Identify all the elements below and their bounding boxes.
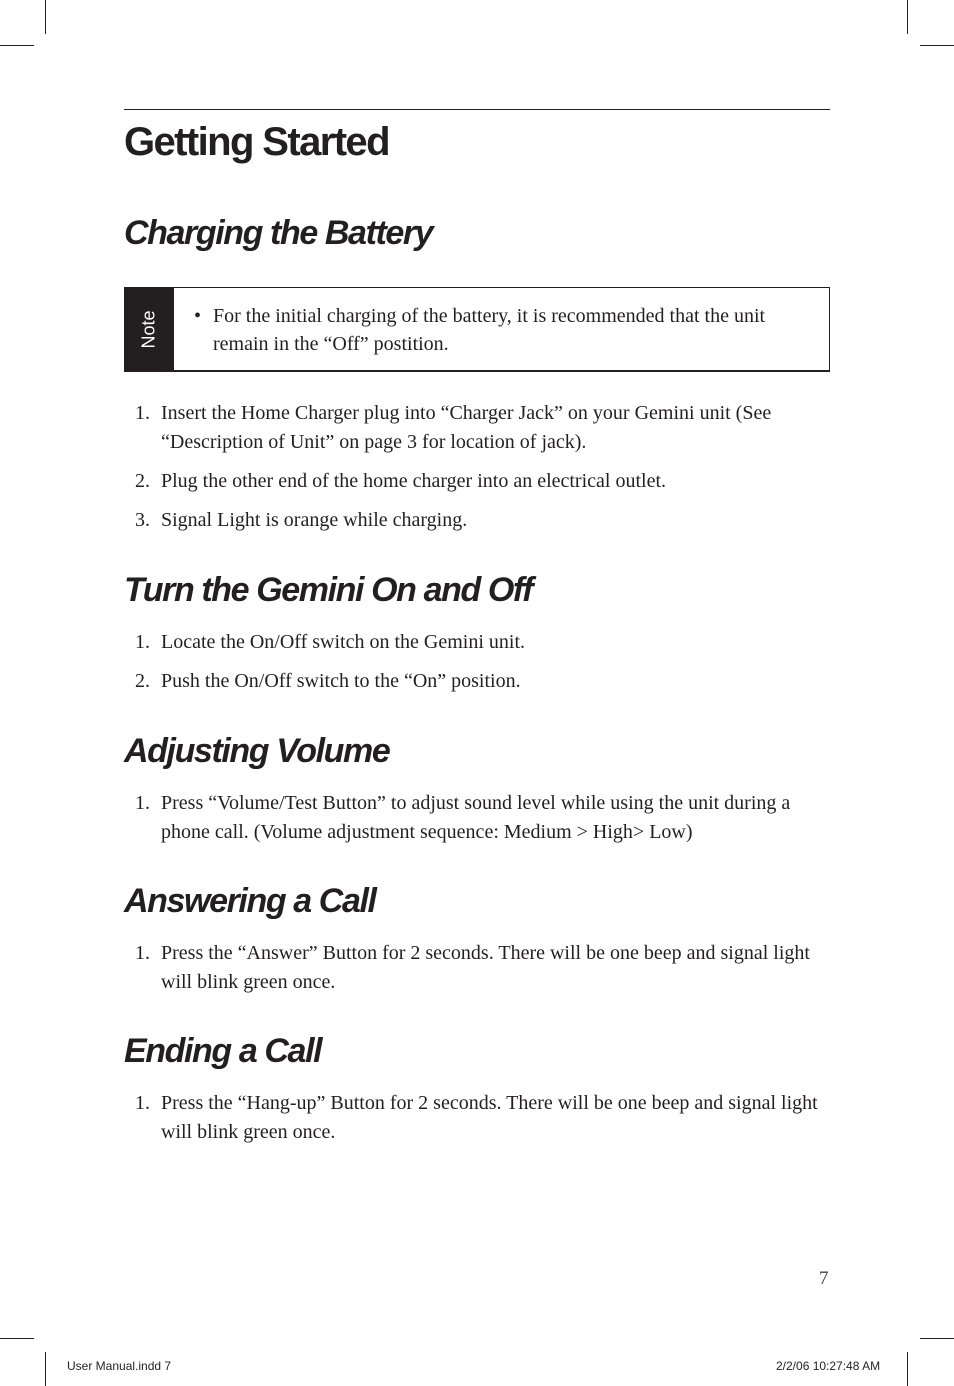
list-text: Push the On/Off switch to the “On” position. (161, 670, 521, 692)
list-item (124, 667, 834, 696)
ending-steps (124, 1089, 834, 1157)
volume-steps (124, 789, 834, 857)
list-text: Insert the Home Charger plug into “Charger Jack” on your Gemini unit (See “Description of Unit” on page 3 for location of jack). (161, 402, 772, 453)
crop-mark (45, 0, 46, 34)
note-bullet: • (194, 305, 202, 327)
header-rule (124, 109, 830, 110)
note-box (124, 287, 830, 372)
list-number: 1. (135, 942, 150, 964)
crop-mark (907, 1352, 908, 1386)
list-item (124, 506, 834, 535)
crop-mark (920, 45, 954, 46)
list-item (124, 939, 834, 996)
crop-mark (45, 1352, 46, 1386)
list-text: Locate the On/Off switch on the Gemini unit. (161, 631, 525, 653)
list-text: Press the “Answer” Button for 2 seconds. There will be one beep and signal light will blink green once. (161, 942, 810, 993)
heading-answering: Answering a Call (124, 882, 376, 920)
list-item (124, 1089, 834, 1146)
heading-charging-battery: Charging the Battery (124, 214, 433, 252)
note-tab (125, 288, 174, 370)
heading-power: Turn the Gemini On and Off (124, 571, 533, 609)
crop-mark (907, 0, 908, 34)
list-number: 2. (135, 670, 150, 692)
heading-ending: Ending a Call (124, 1032, 322, 1070)
answering-steps (124, 939, 834, 1007)
list-text: Plug the other end of the home charger into an electrical outlet. (161, 469, 667, 492)
power-steps (124, 628, 834, 706)
list-text: Press the “Hang-up” Button for 2 seconds. There will be one beep and signal light will blink green once. (161, 1092, 818, 1143)
list-text: Signal Light is orange while charging. (161, 508, 468, 531)
list-item (124, 399, 834, 456)
list-number: 1. (135, 792, 150, 814)
crop-mark (0, 45, 34, 46)
list-number: 1. (135, 631, 150, 653)
note-label: Note (139, 309, 159, 349)
list-text: Press “Volume/Test Button” to adjust sound level while using the unit during a phone call. (Volume adjustment sequence: Medium > High> Low) (161, 792, 791, 843)
slug-timestamp: 2/2/06 10:27:48 AM (776, 1359, 881, 1373)
list-number: 2. (135, 469, 150, 492)
list-item (124, 628, 834, 657)
page-title: Getting Started (124, 120, 389, 164)
crop-mark (0, 1338, 34, 1339)
list-item (124, 467, 834, 496)
list-number: 1. (135, 1092, 150, 1114)
heading-volume: Adjusting Volume (124, 732, 390, 770)
list-number: 3. (135, 508, 150, 531)
crop-mark (920, 1338, 954, 1339)
slug-filename: User Manual.indd 7 (67, 1359, 172, 1373)
charging-steps (124, 399, 834, 545)
list-item (124, 789, 834, 846)
list-number: 1. (135, 402, 150, 424)
page-number: 7 (819, 1268, 829, 1289)
note-text: For the initial charging of the battery, it is recommended that the unit remain in the “Off” postition. (213, 305, 766, 355)
note-body (174, 288, 829, 370)
